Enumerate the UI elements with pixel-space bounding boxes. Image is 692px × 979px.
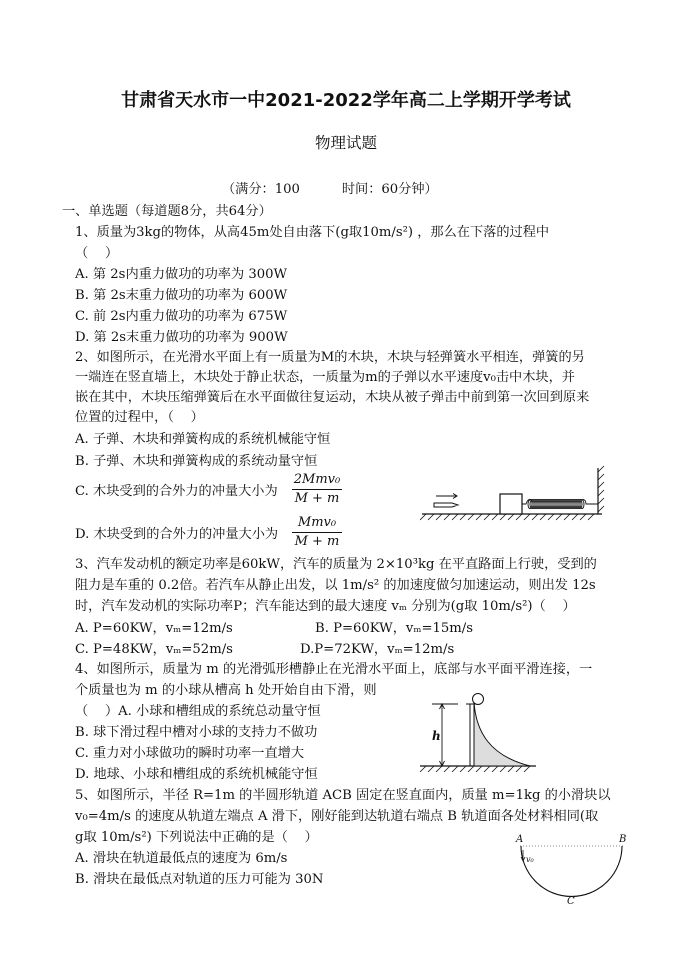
fraction-numerator: Mmv₀ [297, 515, 337, 530]
fraction-numerator: 2Mmv₀ [293, 472, 341, 487]
q5-line-2: v₀=4m/s 的速度从轨道左端点 A 滑下，刚好能到达轨道右端点 B 轨道面各处材料相同(取 [75, 809, 599, 824]
q5-v0-label: v₀ [526, 855, 534, 864]
q3-option-d: D.P=72KW，vₘ=12m/s [300, 642, 455, 657]
q2-option-b: B. 子弹、木块和弹簧构成的系统动量守恒 [75, 454, 318, 469]
q4-groove-figure [418, 688, 538, 772]
exam-title: 甘肃省天水市一中2021-2022学年高二上学期开学考试 [121, 90, 571, 111]
q1-stem: 1、质量为3kg的物体，从高45m处自由落下(g取10m/s²) ，那么在下落的过程中 [75, 225, 550, 240]
q2-line-4: 位置的过程中，（ ） [75, 410, 204, 425]
q1-option-b: B. 第 2s末重力做功的功率为 600W [75, 288, 288, 303]
q1-option-c: C. 前 2s内重力做功的功率为 675W [75, 309, 288, 324]
fraction-bar [292, 532, 342, 533]
q2-option-c-fraction [292, 472, 342, 507]
q1-paren: （ ） [75, 246, 119, 261]
q3-line-2: 阻力是车重的 0.2倍。若汽车从静止出发，以 1m/s² 的加速度做匀加速运动，则出发 12s [75, 578, 596, 593]
q4-option-b: B. 球下滑过程中槽对小球的支持力不做功 [75, 725, 318, 740]
q5-line-1: 5、如图所示，半径 R=1m 的半圆形轨道 ACB 固定在竖直面内，质量 m=1kg 的小滑块以 [75, 788, 611, 803]
q2-spring-block-figure [420, 462, 610, 524]
q5-point-a-label: A [516, 834, 524, 845]
q4-option-c: C. 重力对小球做功的瞬时功率一直增大 [75, 746, 305, 761]
q4-height-label: h [432, 729, 441, 743]
q4-option-a: （ ）A. 小球和槽组成的系统总动量守恒 [75, 704, 321, 719]
q5-option-b: B. 滑块在最低点对轨道的压力可能为 30N [75, 872, 324, 887]
q2-option-c: C. 木块受到的合外力的冲量大小为 [75, 484, 278, 499]
q2-option-d: D. 木块受到的合外力的冲量大小为 [75, 527, 279, 542]
exam-subtitle: 物理试题 [314, 134, 377, 152]
q3-option-b: B. P=60KW，vₘ=15m/s [315, 621, 473, 636]
exam-meta: （满分：100 时间：60分钟） [222, 182, 438, 197]
q5-point-c-label: C [567, 896, 575, 907]
q2-line-1: 2、如图所示，在光滑水平面上有一质量为M的木块，木块与轻弹簧水平相连，弹簧的另 [75, 350, 585, 365]
fraction-bar [292, 489, 342, 490]
q3-line-1: 3、汽车发动机的额定功率是60kW，汽车的质量为 2×10³kg 在平直路面上行驶，受到的 [75, 557, 597, 572]
q2-line-2: 一端连在竖直墙上，木块处于静止状态，一质量为m的子弹以水平速度v₀击中木块，并 [75, 370, 575, 385]
fraction-denominator: M + m [294, 491, 340, 506]
q2-line-3: 嵌在其中，木块压缩弹簧后在水平面做往复运动，木块从被子弹击中前到第一次回到原来 [75, 390, 590, 405]
q5-semicircle-figure [505, 832, 635, 910]
q2-option-d-fraction [292, 515, 342, 550]
fraction-denominator: M + m [294, 534, 340, 549]
q1-option-d: D. 第 2s末重力做功的功率为 900W [75, 330, 288, 345]
q4-line-2: 个质量也为 m 的小球从槽高 h 处开始自由下滑，则 [75, 683, 377, 698]
q1-option-a: A. 第 2s内重力做功的功率为 300W [75, 267, 288, 282]
q4-option-d: D. 地球、小球和槽组成的系统机械能守恒 [75, 767, 318, 782]
section-heading: 一、单选题（每道题8分，共64分） [62, 204, 272, 219]
q3-line-3: 时，汽车发动机的实际功率P；汽车能达到的最大速度 vₘ 分别为(g取 10m/s²)（ ） [75, 599, 576, 614]
q3-option-c: C. P=48KW，vₘ=52m/s [75, 642, 233, 657]
q3-option-a: A. P=60KW，vₘ=12m/s [75, 621, 233, 636]
q4-line-1: 4、如图所示，质量为 m 的光滑弧形槽静止在光滑水平面上，底部与水平面平滑连接，一 [75, 662, 593, 677]
q2-option-a: A. 子弹、木块和弹簧构成的系统机械能守恒 [75, 432, 331, 447]
q5-point-b-label: B [619, 834, 627, 845]
q5-line-3: g取 10m/s²) 下列说法中正确的是（ ） [75, 830, 318, 845]
q5-option-a: A. 滑块在轨道最低点的速度为 6m/s [75, 851, 288, 866]
